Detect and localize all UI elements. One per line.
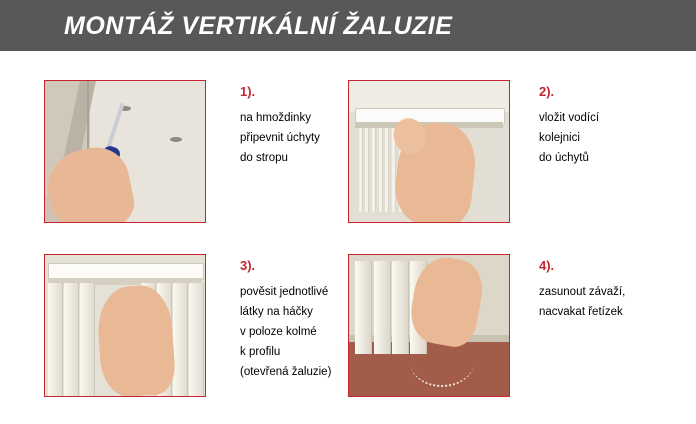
step-2-line-3: do úchytů bbox=[539, 152, 589, 164]
steps-grid bbox=[0, 51, 696, 424]
step-4-line-1: zasunout závaží, bbox=[539, 286, 626, 298]
step-3-line-3: v poloze kolmé bbox=[240, 326, 317, 338]
step-3-number: 3). bbox=[240, 258, 256, 273]
step-3-line-4: k profilu bbox=[240, 346, 281, 358]
step-2-text bbox=[539, 82, 659, 168]
step-1-text bbox=[240, 82, 350, 168]
photo-step-4-weights-chain bbox=[348, 254, 510, 397]
photo-step-2-inserting-rail bbox=[348, 80, 510, 223]
step-1-number: 1). bbox=[240, 84, 256, 99]
step-3-text bbox=[240, 256, 360, 382]
step-2-line-1: vložit vodící bbox=[539, 112, 600, 124]
step-3-line-1: pověsit jednotlivé bbox=[240, 286, 329, 298]
photo-step-3-hanging-slats bbox=[44, 254, 206, 397]
step-4-number: 4). bbox=[539, 258, 555, 273]
step-1-line-2: připevnit úchyty bbox=[240, 132, 320, 144]
photo-step-1-drilling-ceiling bbox=[44, 80, 206, 223]
step-2-line-2: kolejnici bbox=[539, 132, 580, 144]
step-4-text bbox=[539, 256, 669, 322]
step-1-line-3: do stropu bbox=[240, 152, 288, 164]
header-bar bbox=[0, 0, 696, 51]
step-3-line-2: látky na háčky bbox=[240, 306, 313, 318]
step-2-number: 2). bbox=[539, 84, 555, 99]
step-4-line-2: nacvakat řetízek bbox=[539, 306, 623, 318]
step-3-line-5: (otevřená žaluzie) bbox=[240, 366, 332, 378]
step-1-line-1: na hmoždinky bbox=[240, 112, 311, 124]
page-title: MONTÁŽ VERTIKÁLNÍ ŽALUZIE bbox=[64, 12, 453, 40]
